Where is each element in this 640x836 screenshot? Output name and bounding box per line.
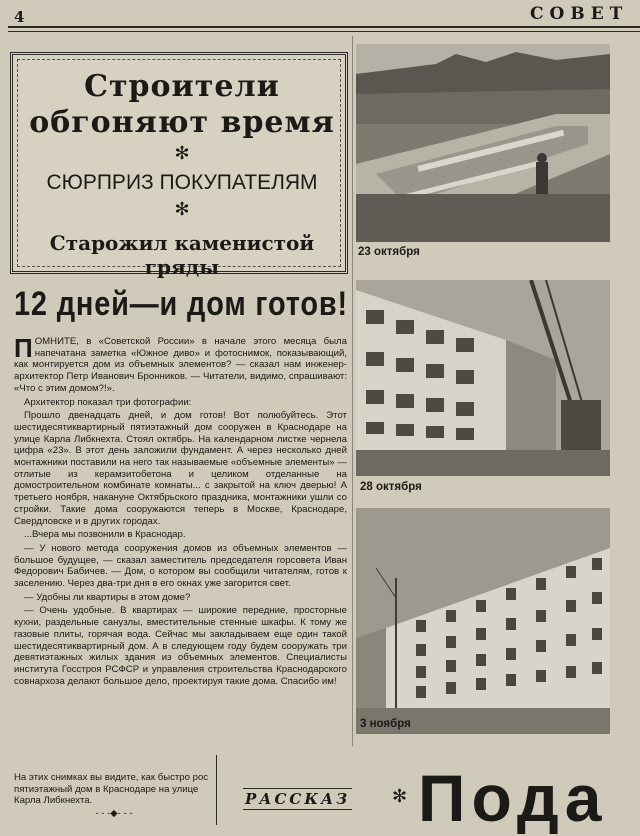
paragraph-text: ОМНИТЕ, в «Советской России» в начале этого месяца была напечатана заметка «Южное диво» и фотоснимок, показывающий, как монтируется дом из объемных элементов? — сказал нам инженер-архитектор Петр Иванович Бронников. — Читатели, видимо, спрашивают: «Что с этим домом?!». [14,336,347,394]
photo-caption-oct23: 23 октября [358,246,420,258]
header-rule [8,26,640,28]
photo-foundation [356,44,610,242]
headline-box [10,52,348,279]
finished-house-photo-image [356,508,610,734]
end-mark: - - -◆- - - [95,808,133,820]
photo-finished-house [356,508,610,734]
bottom-column-rule [216,755,217,825]
photo-caption-oct28: 28 октября [360,481,422,493]
column-divider [352,36,353,746]
section-label-story: РАССКАЗ [245,790,351,808]
article-paragraph: — У нового метода сооружения домов из объемных элементов — большое будущее, — сказал заместитель председателя горсовета Иван Федорович Бабичев. — Дом, о котором вы сообщили читателям, готов к заселению. Через два-три дня в его окнах уже загорится свет. [14,542,347,590]
ornament-star-2: ✻ [174,199,190,220]
article-paragraph: — Удобны ли квартиры в этом доме? [24,591,191,603]
masthead: СОВЕТ [530,4,629,24]
article-paragraph: Архитектор показал три фотографии: [24,396,192,408]
page-number: 4 [14,8,25,26]
article-paragraph: ...Вчера мы позвонили в Краснодар. [24,529,186,541]
photo-note-text: На этих снимках вы видите, как быстро рос пятиэтажный дом в Краснодаре на улице Карла Либкнехта. [14,772,209,807]
headline-line-2: обгоняют время [29,105,335,140]
article-paragraph [14,333,347,395]
article-paragraph: Прошло двенадцать дней, и дом готов! Вот полюбуйтесь. Этот шестидесятиквартирный пятиэтажный дом сооружен в Краснодаре на улице Карла Либкнехта. Стоял октябрь. На календарном листке чернела цифра «23». В этот день заложили фундамент. А через несколько дней монтажники поставили на него так называемые «объемные элементы» — отлитые из керамзитобетона и целиком отделанные на домостроительном комбинате комнаты... с закрытой на ключ дверью! А третьего ноября, накануне Октябрьского праздника, монтажники ушли со стройки. Такие дома сооружаются теперь в Москве, Краснодаре, Свердловске и в других городах. [14,410,347,527]
subtitle-old-timer: Старожил каменистой гряды [49,231,315,279]
foundation-photo-image [356,44,610,242]
article-paragraph: — Очень удобные. В квартирах — широкие передние, просторные кухни, раздельные санузлы, вместительные стенные шкафы. К тому же газовые плиты, горячая вода. Сейчас мы закладываем еще один такой шестидесятиквартирный дом. А в следующем году будем сооружать три девятиэтажных жилых здания из объемных элементов. Специалисты института Госстроя РСФСР и управления строительства Краснодарского совнархоза делают большое дело, проектируя такие дома. Спасибо им! [14,605,347,687]
photo-caption-nov3: 3 ноября [360,718,411,730]
assembly-photo-image [356,280,610,476]
drop-cap: П [14,333,33,363]
subtitle-surprise: СЮРПРИЗ ПОКУПАТЕЛЯМ [46,171,318,194]
photo-note [14,772,214,820]
section-star: ✻ [392,786,408,807]
article-body [14,333,347,689]
ornament-star-1: ✻ [174,143,190,164]
article-headline: 12 дней—и дом готов! [14,285,348,323]
header-rule-thin [8,31,640,32]
photo-assembly [356,280,610,476]
headline-line-1: Строители [84,69,280,104]
next-story-title: Пода [418,761,608,835]
